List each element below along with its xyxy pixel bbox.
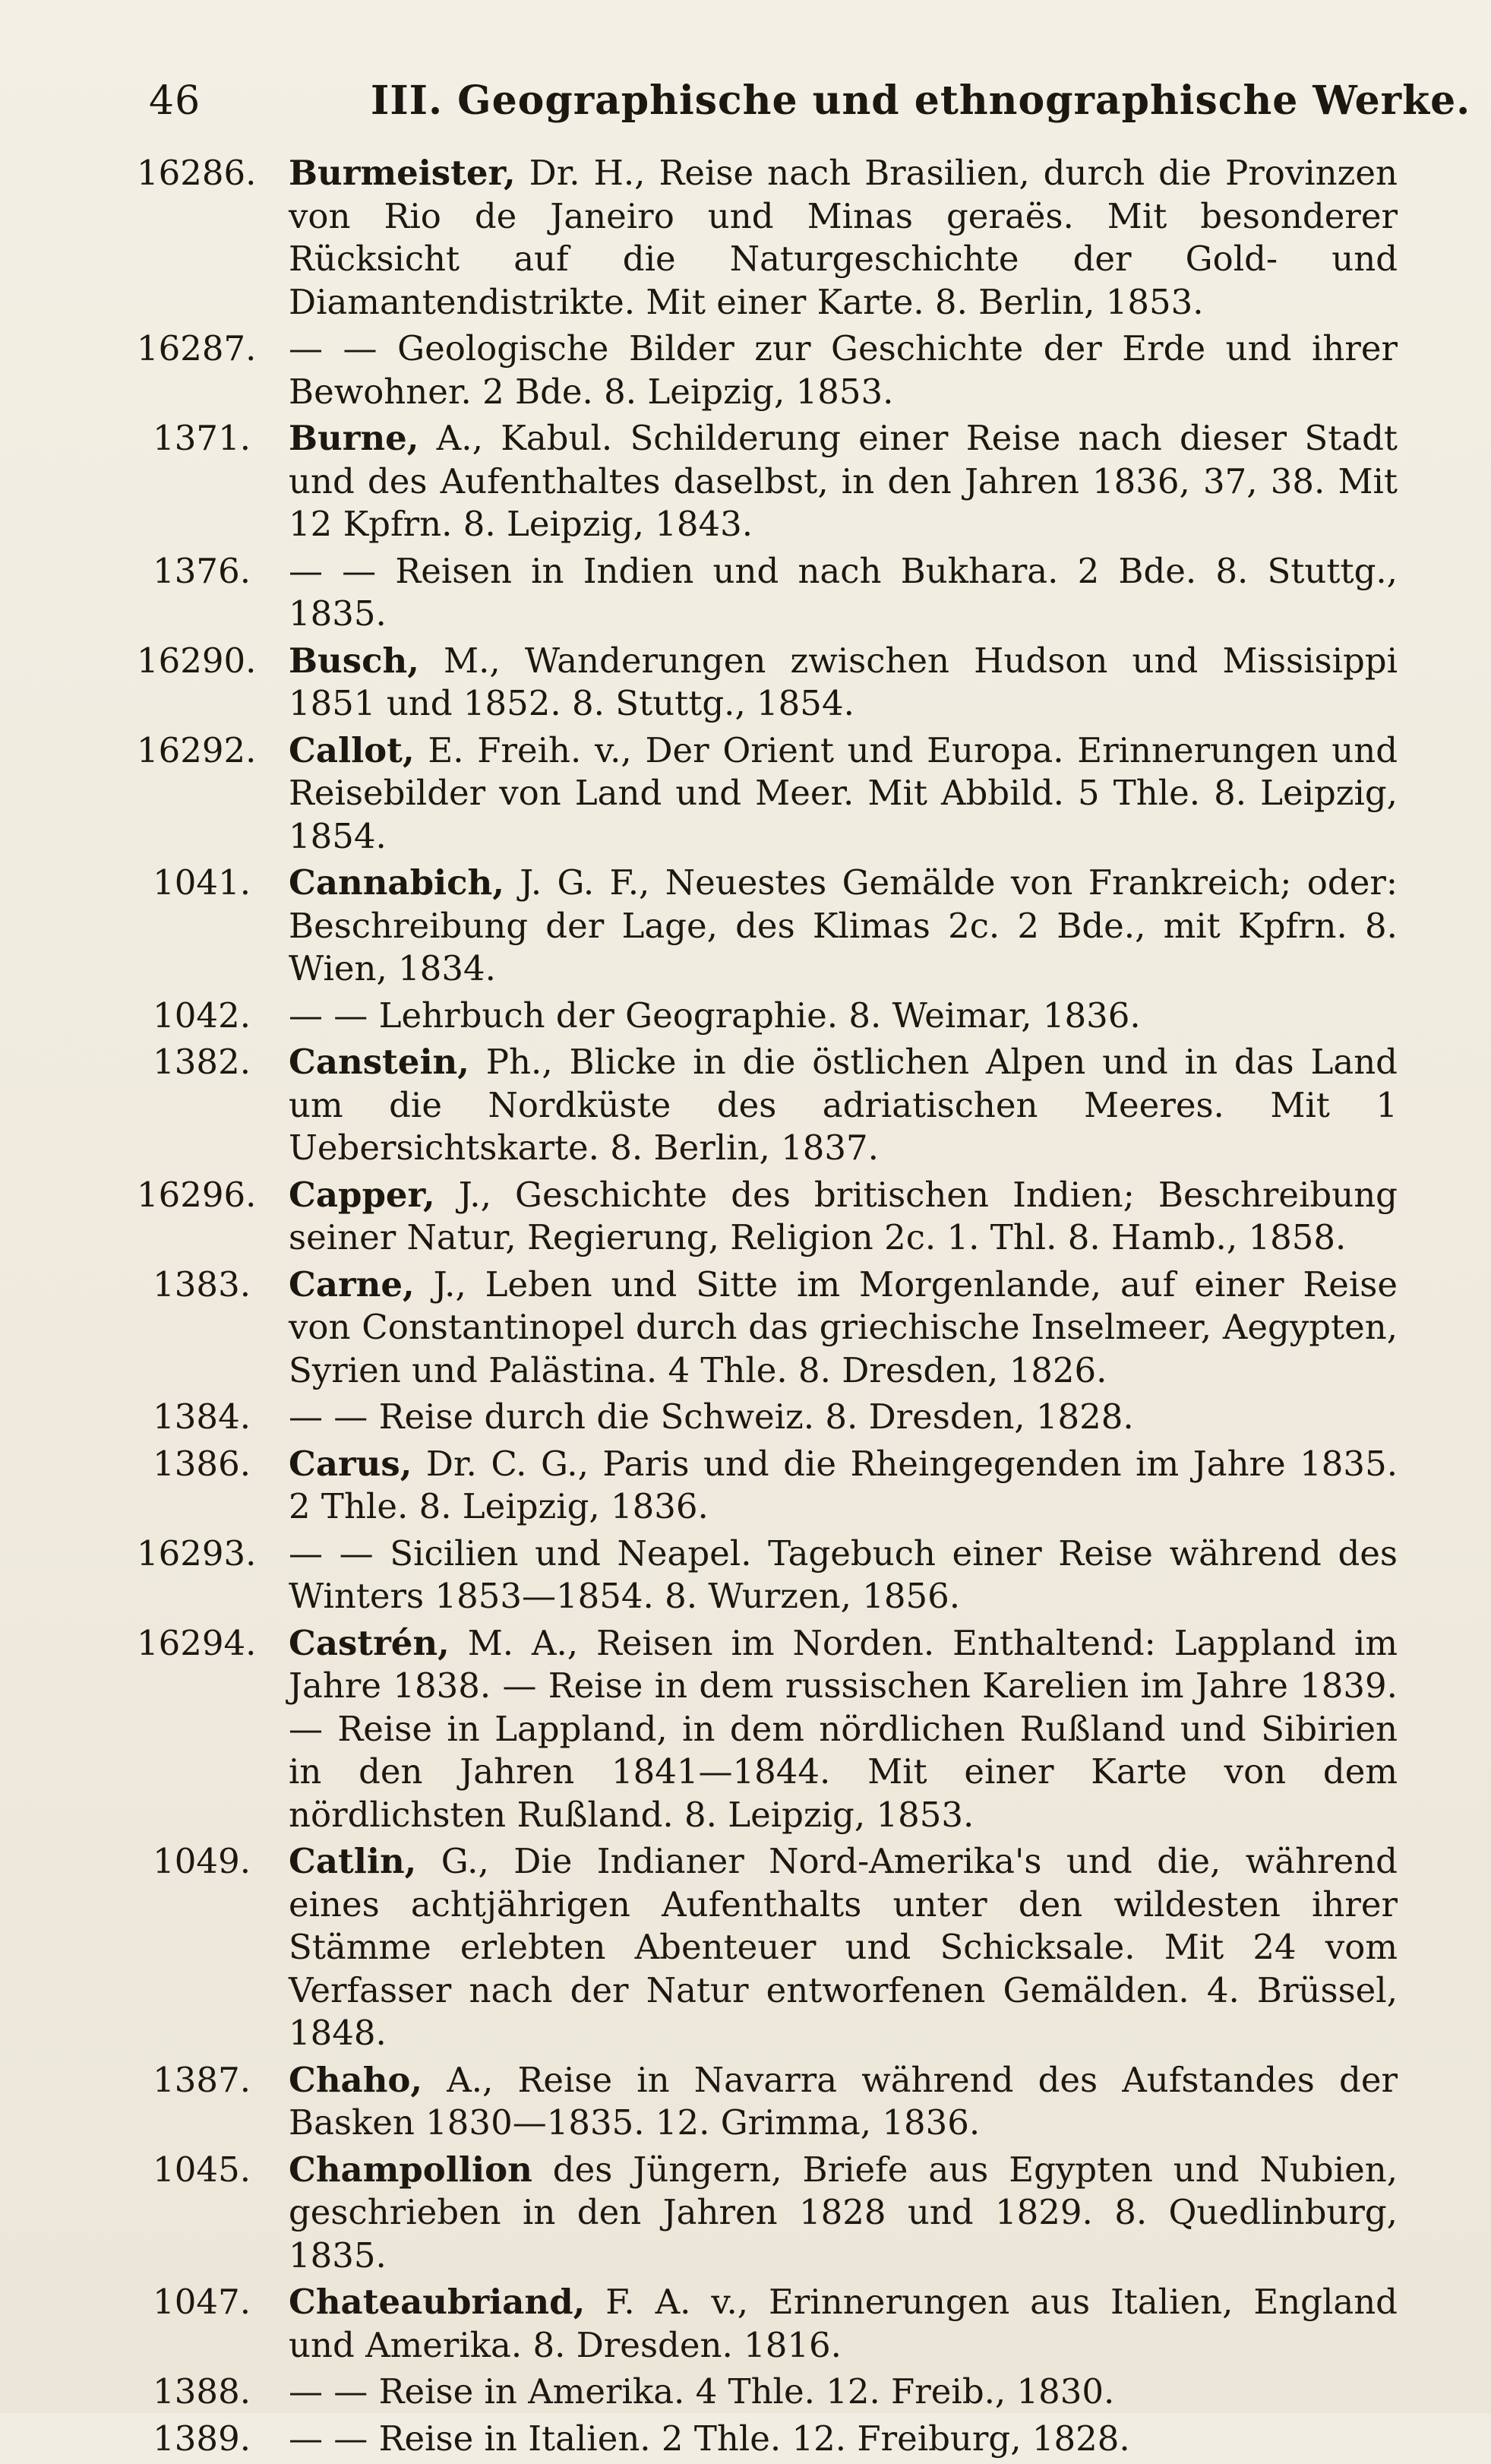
entry-text: Dr. C. G., Paris und die Rheingegenden im Jahre 1835. 2 Thle. 8. Leipzig, 1836. <box>289 1443 1398 1526</box>
bibliography-entry <box>137 640 1398 726</box>
bibliography-entry <box>137 995 1398 1038</box>
entry-number: 1376. <box>153 550 251 591</box>
entry-text: A., Reise in Navarra während des Aufstandes der Basken 1830—1835. 12. Grimma, 1836. <box>289 2059 1398 2143</box>
entry-author: Carus, <box>289 1443 412 1484</box>
entry-author: Chateaubriand, <box>289 2282 586 2322</box>
entry-author: Cannabich, <box>289 862 504 903</box>
bibliography-entry <box>137 1443 1398 1529</box>
entry-author: Capper, <box>289 1174 435 1215</box>
entry-text: — — Reise durch die Schweiz. 8. Dresden, 1828. <box>289 1396 1134 1437</box>
bibliography-entry <box>137 1840 1398 2055</box>
entry-text: — — Reise in Italien. 2 Thle. 12. Freiburg, 1828. <box>289 2418 1130 2459</box>
page-header <box>149 67 1471 135</box>
entry-text: — — Geologische Bilder zur Geschichte der Erde und ihrer Bewohner. 2 Bde. 8. Leipzig, 1853. <box>289 328 1398 412</box>
entry-number: 1383. <box>153 1264 251 1305</box>
entry-number: 1042. <box>153 995 251 1036</box>
entry-author: Burmeister, <box>289 153 516 193</box>
entry-text: Ph., Blicke in die östlichen Alpen und in das Land um die Nordküste des adriatischen Meeres. Mit 1 Uebersichtskarte. 8. Berlin, 1837. <box>289 1042 1398 1168</box>
entry-text: J. G. F., Neuestes Gemälde von Frankreich; oder: Beschreibung der Lage, des Klimas 2c. 2 Bde., mit Kpfrn. 8. Wien, 1834. <box>289 862 1398 988</box>
entry-number: 1387. <box>153 2059 251 2100</box>
entry-number: 16290. <box>137 640 257 681</box>
entry-text: — — Reisen in Indien und nach Bukhara. 2 Bde. 8. Stuttg., 1835. <box>289 550 1398 634</box>
bibliography-entry <box>137 417 1398 546</box>
bibliography-entry <box>137 2281 1398 2367</box>
entry-number: 1382. <box>153 1042 251 1082</box>
entry-number: 16293. <box>137 1532 257 1574</box>
entry-number: 16287. <box>137 328 257 368</box>
entry-number: 16286. <box>137 153 257 193</box>
entry-author: Carne, <box>289 1264 415 1305</box>
bibliography-entry <box>137 1396 1398 1439</box>
entry-author: Callot, <box>289 729 415 770</box>
entry-text: J., Geschichte des britischen Indien; Beschreibung seiner Natur, Regierung, Religion 2c. 1. Thl. 8. Hamb., 1858. <box>289 1174 1398 1257</box>
entry-author: Canstein, <box>289 1042 469 1082</box>
entry-number: 1045. <box>153 2149 251 2190</box>
page-number: 46 <box>149 78 201 124</box>
bibliography-entry <box>137 729 1398 859</box>
bibliography-entry <box>137 152 1398 324</box>
entry-text: — — Sicilien und Neapel. Tagebuch einer Reise während des Winters 1853—1854. 8. Wurzen, 1856. <box>289 1532 1398 1616</box>
entry-author: Castrén, <box>289 1622 450 1663</box>
bibliography-entry <box>137 1622 1398 1837</box>
entry-text: F. A. v., Erinnerungen aus Italien, England und Amerika. 8. Dresden. 1816. <box>289 2282 1398 2365</box>
entry-text: A., Kabul. Schilderung einer Reise nach dieser Stadt und des Aufenthaltes daselbst, in den Jahren 1836, 37, 38. Mit 12 Kpfrn. 8. Leipzig, 1843. <box>289 418 1398 544</box>
bibliography-entry <box>137 2149 1398 2278</box>
entry-text: E. Freih. v., Der Orient und Europa. Erinnerungen und Reisebilder von Land und Meer. Mit Abbild. 5 Thle. 8. Leipzig, 1854. <box>289 729 1398 856</box>
entry-author: Burne, <box>289 418 419 458</box>
entry-text: Dr. H., Reise nach Brasilien, durch die Provinzen von Rio de Janeiro und Minas geraës. Mit besonderer Rücksicht auf die Naturgeschichte der Gold- und Diamantendistrikte. Mit einer Karte. 8. Berlin, 1853. <box>289 153 1398 322</box>
entry-author: Catlin, <box>289 1841 417 1881</box>
entry-author: Busch, <box>289 640 419 681</box>
entry-number: 1389. <box>153 2418 251 2459</box>
bibliography-entry <box>137 1532 1398 1618</box>
bibliography-entry <box>137 2418 1398 2461</box>
bibliography-entry <box>137 550 1398 636</box>
entry-number: 16294. <box>137 1622 257 1663</box>
entry-number: 1388. <box>153 2371 251 2412</box>
bibliography-entry <box>137 327 1398 413</box>
entry-text: G., Die Indianer Nord-Amerika's und die, während eines achtjährigen Aufenthalts unter den wildesten ihrer Stämme erlebten Abenteuer und Schicksale. Mit 24 vom Verfasser nach der Natur entworfenen Gemälden. 4. Brüssel, 1848. <box>289 1841 1398 2053</box>
entry-text: — — Lehrbuch der Geographie. 8. Weimar, 1836. <box>289 995 1141 1036</box>
entry-number: 1386. <box>153 1443 251 1484</box>
bibliography-entry <box>137 2059 1398 2145</box>
entry-author: Champollion <box>289 2149 532 2190</box>
entry-text: M. A., Reisen im Norden. Enthaltend: Lappland im Jahre 1838. — Reise in dem russischen Karelien im Jahre 1839. — Reise in Lappland, in dem nördlichen Rußland und Sibirien in den Jahren 1841—1844. Mit einer Karte von dem nördlichsten Rußland. 8. Leipzig, 1853. <box>289 1622 1398 1835</box>
entry-number: 1384. <box>153 1396 251 1437</box>
bibliography-entry <box>137 2371 1398 2414</box>
running-title: III. Geographische und ethnographische Werke. <box>371 77 1471 124</box>
entry-author: Chaho, <box>289 2059 423 2100</box>
bibliography-entry <box>137 862 1398 991</box>
entry-number: 1371. <box>153 418 251 458</box>
entry-text: M., Wanderungen zwischen Hudson und Missisippi 1851 und 1852. 8. Stuttg., 1854. <box>289 640 1398 723</box>
bibliography-list <box>137 152 1398 2464</box>
bibliography-entry <box>137 1041 1398 1170</box>
entry-number: 16292. <box>137 729 257 770</box>
entry-number: 1041. <box>153 862 251 903</box>
bibliography-entry <box>137 1264 1398 1393</box>
entry-number: 16296. <box>137 1174 257 1215</box>
entry-text: J., Leben und Sitte im Morgenlande, auf einer Reise von Constantinopel durch das griechische Inselmeer, Aegypten, Syrien und Palästina. 4 Thle. 8. Dresden, 1826. <box>289 1264 1398 1390</box>
entry-text: — — Reise in Amerika. 4 Thle. 12. Freib., 1830. <box>289 2371 1115 2412</box>
entry-text: des Jüngern, Briefe aus Egypten und Nubien, geschrieben in den Jahren 1828 und 1829. 8. Quedlinburg, 1835. <box>289 2149 1398 2276</box>
entry-number: 1047. <box>153 2282 251 2322</box>
entry-number: 1049. <box>153 1841 251 1881</box>
bibliography-entry <box>137 1174 1398 1260</box>
